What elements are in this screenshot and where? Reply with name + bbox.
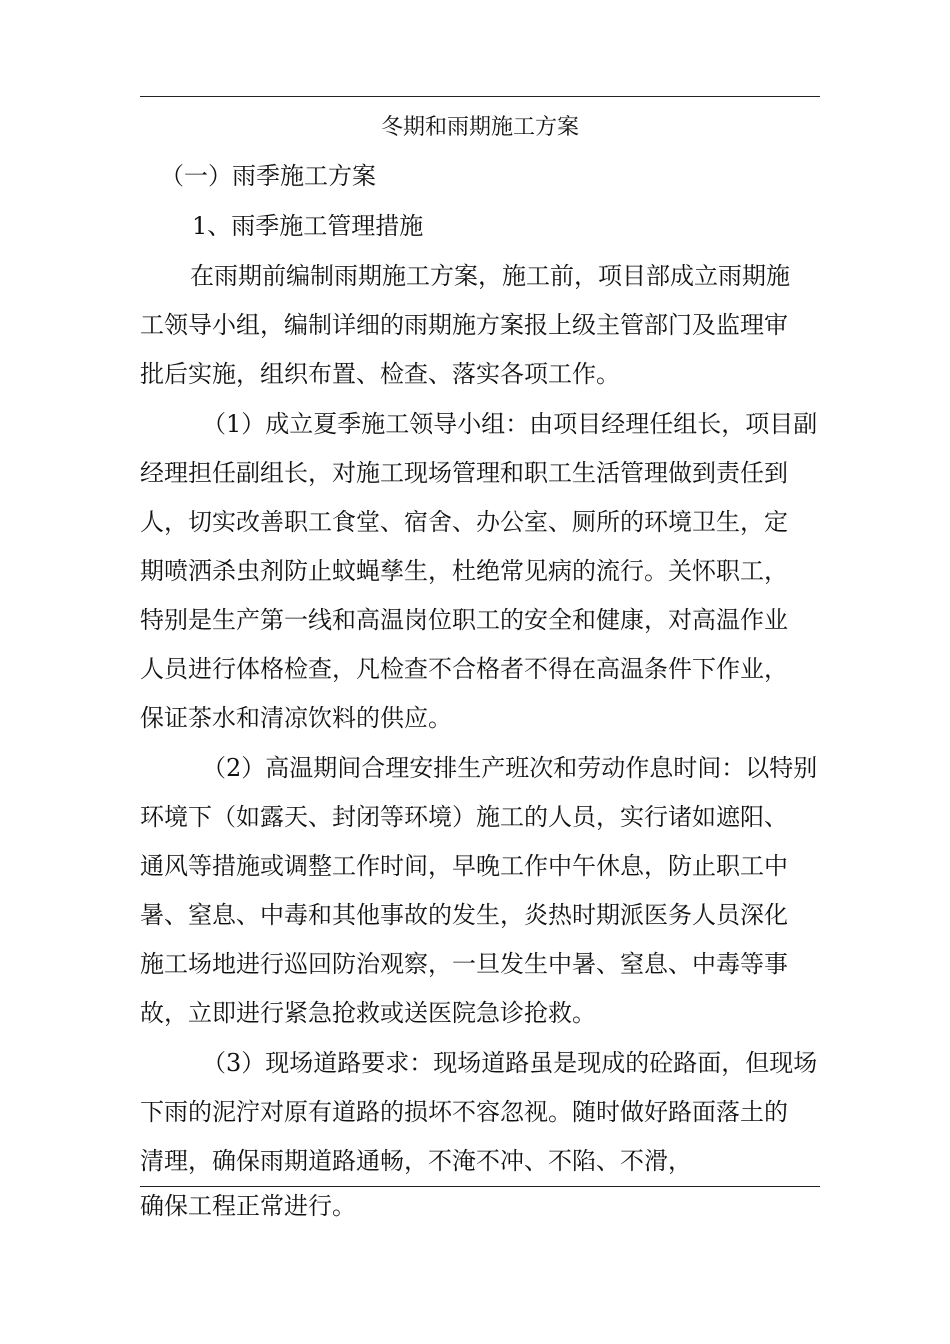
header-rule	[140, 96, 820, 97]
paragraph-line: 批后实施，组织布置、检查、落实各项工作。	[140, 360, 620, 388]
paragraph-item-2	[140, 744, 820, 1038]
paragraph-line: （3）现场道路要求：现场道路虽是现成的砼路面，但现场	[202, 1049, 818, 1077]
paragraph-line: （2）高温期间合理安排生产班次和劳动作息时间：以特别	[202, 754, 818, 782]
paragraph-line: 暑、窒息、中毒和其他事故的发生，炎热时期派医务人员深化	[140, 901, 788, 929]
paragraph-line: 在雨期前编制雨期施工方案，施工前，项目部成立雨期施	[190, 262, 790, 290]
section-heading: （一）雨季施工方案	[160, 162, 376, 190]
paragraph-line: 下雨的泥泞对原有道路的损坏不容忽视。随时做好路面落土的	[140, 1098, 788, 1126]
subsection-heading: 1、雨季施工管理措施	[192, 212, 424, 240]
document-title: 冬期和雨期施工方案	[380, 115, 579, 140]
paragraph-line: 工领导小组，编制详细的雨期施方案报上级主管部门及监理审	[140, 311, 788, 339]
paragraph-line: 保证茶水和清凉饮料的供应。	[140, 704, 452, 732]
paragraph-rainy-season-plan	[140, 252, 820, 399]
paragraph-line: 环境下（如露天、封闭等环境）施工的人员，实行诸如遮阳、	[140, 803, 788, 831]
paragraph-line: 通风等措施或调整工作时间，早晚工作中午休息，防止职工中	[140, 852, 788, 880]
paragraph-line: 期喷洒杀虫剂防止蚊蝇孳生，杜绝常见病的流行。关怀职工，	[140, 557, 788, 585]
paragraph-item-1	[140, 400, 820, 743]
paragraph-line: （1）成立夏季施工领导小组：由项目经理任组长，项目副	[202, 410, 818, 438]
paragraph-line: 经理担任副组长，对施工现场管理和职工生活管理做到责任到	[140, 459, 788, 487]
paragraph-line: 人员进行体格检查，凡检查不合格者不得在高温条件下作业，	[140, 655, 788, 683]
paragraph-line: 施工场地进行巡回防治观察，一旦发生中暑、窒息、中毒等事	[140, 950, 788, 978]
paragraph-line: 人，切实改善职工食堂、宿舍、办公室、厕所的环境卫生，定	[140, 508, 788, 536]
paragraph-line: 故，立即进行紧急抢救或送医院急诊抢救。	[140, 999, 596, 1027]
paragraph-item-3	[140, 1039, 820, 1186]
paragraph-line: 清理，确保雨期道路通畅，不淹不冲、不陷、不滑，	[140, 1147, 692, 1175]
continuation-line: 确保工程正常进行。	[140, 1192, 356, 1220]
paragraph-line: 特别是生产第一线和高温岗位职工的安全和健康，对高温作业	[140, 606, 788, 634]
